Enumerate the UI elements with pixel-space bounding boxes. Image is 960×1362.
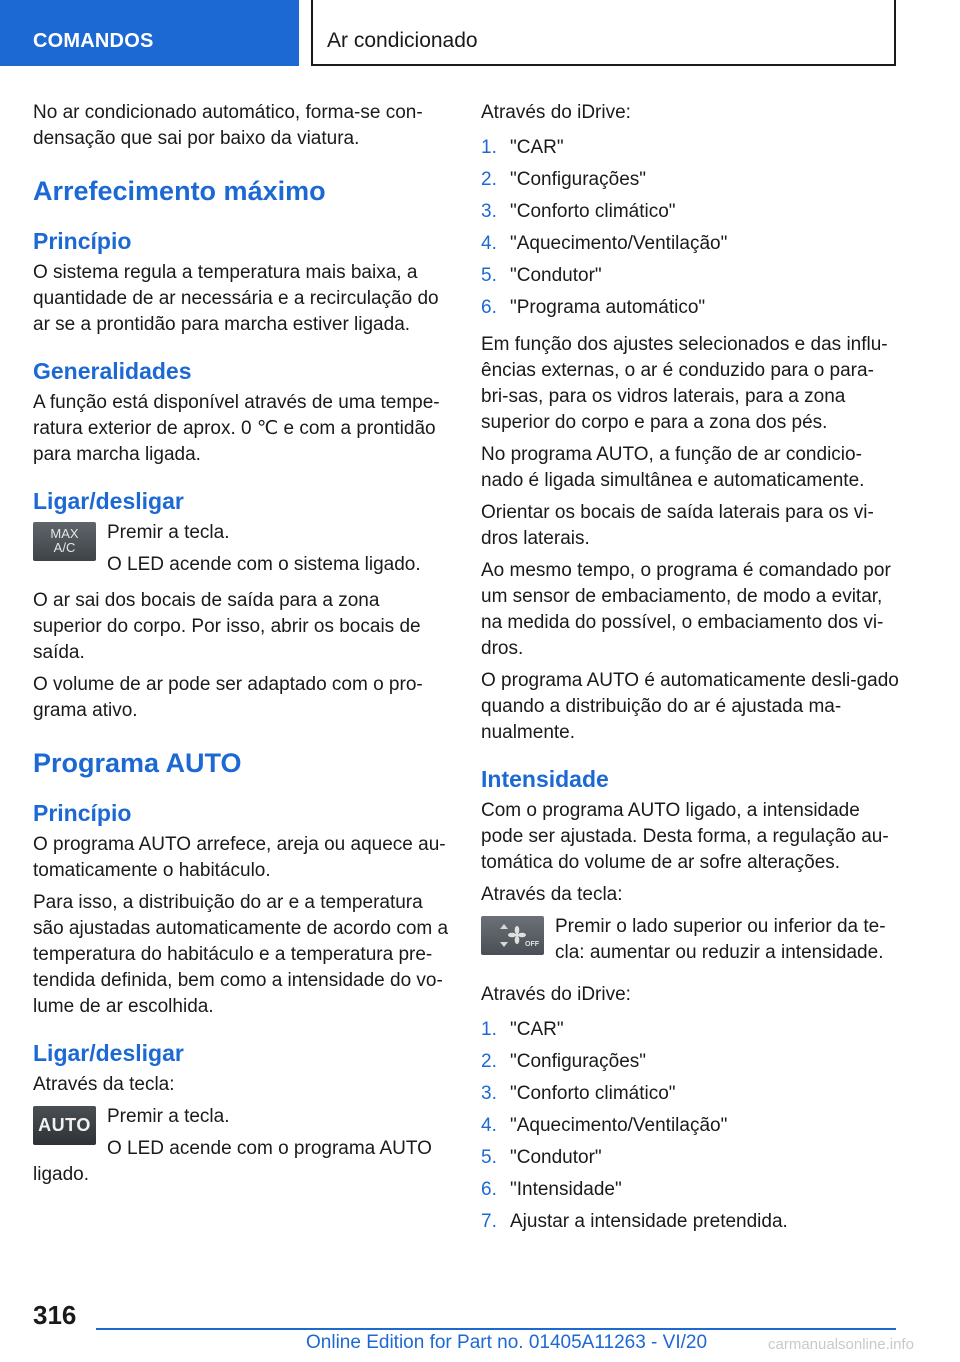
ac-function-text: No programa AUTO, a função de ar condicio-nado é ligada simultânea e automaticamente. — [481, 444, 865, 491]
list-item: 2. "Configurações" — [481, 1051, 647, 1072]
intro-paragraph: No ar condicionado automático, forma-se con-densação que sai por baixo da viatura. — [33, 102, 423, 149]
auto-press-key: Premir a tecla. — [107, 1106, 230, 1127]
watermark: carmanualsonline.info — [768, 1336, 914, 1353]
list-item: 5. "Condutor" — [481, 265, 602, 286]
fan-press-text: Premir o lado superior ou inferior da te-cla: aumentar ou reduzir a intensidade. — [555, 916, 886, 963]
footer-edition: Online Edition for Part no. 01405A11263 - VI/20 — [306, 1332, 708, 1353]
list-item: 1. "CAR" — [481, 1019, 564, 1040]
max-general-heading: Generalidades — [33, 358, 192, 384]
side-vents-text: Orientar os bocais de saída laterais para os vi-dros laterais. — [481, 502, 874, 549]
auto-led-text: O LED acende com o programa AUTO ligado. — [33, 1138, 432, 1185]
section-title: COMANDOS — [33, 30, 154, 52]
footer-divider — [96, 1328, 896, 1330]
auto-heading: Programa AUTO — [33, 748, 242, 778]
auto-button-icon — [33, 1106, 96, 1145]
max-principle-text: O sistema regula a temperatura mais baixa, a quantidade de ar necessária e a recirculação do ar se a prontidão para marcha estiver ligada. — [33, 262, 439, 335]
auto-off-text: O programa AUTO é automaticamente desli-gado quando a distribuição do ar é ajustada ma-nualmente. — [481, 670, 899, 743]
list-item: 4. "Aquecimento/Ventilação" — [481, 1115, 728, 1136]
idrive-steps-intensity — [481, 1014, 899, 1238]
fan-instruction — [481, 914, 899, 972]
list-item: 1. "CAR" — [481, 137, 564, 158]
max-air-text: O ar sai dos bocais de saída para a zona superior do corpo. Por isso, abrir os bocais de saída. — [33, 590, 421, 663]
list-item: 5. "Condutor" — [481, 1147, 602, 1168]
list-item: 2. "Configurações" — [481, 169, 647, 190]
list-item: 6. "Programa automático" — [481, 297, 706, 318]
intensity-text: Com o programa AUTO ligado, a intensidade pode ser ajustada. Desta forma, a regulação au-tomática do volume de ar sofre alterações. — [481, 800, 889, 873]
max-ac-button-label: MAX A/C — [50, 526, 79, 555]
auto-principle-text-1: O programa AUTO arrefece, areja ou aquece au-tomaticamente o habitáculo. — [33, 834, 446, 881]
fog-sensor-text: Ao mesmo tempo, o programa é comandado por um sensor de embaciamento, de modo a evitar, na medida do possível, o embaciamento dos vi-dros. — [481, 560, 891, 659]
fan-icon — [481, 916, 544, 955]
max-general-text: A função está disponível através de uma tempe-ratura exterior de aprox. 0 ℃ e com a prontidão para marcha ligada. — [33, 392, 440, 465]
max-cooling-heading: Arrefecimento máximo — [33, 176, 326, 206]
auto-principle-heading: Princípio — [33, 800, 132, 826]
right-column — [481, 100, 899, 1246]
page-number: 316 — [33, 1300, 77, 1330]
idrive-steps-auto — [481, 132, 899, 324]
auto-principle-text-2: Para isso, a distribuição do ar e a temperatura são ajustadas automaticamente de acordo com a temperatura do habitáculo e a temperatura pre-tendida definida, bem como a intensidade do vo-lume de ar escolhida. — [33, 892, 449, 1017]
section-tab — [0, 0, 299, 66]
chapter-header — [311, 0, 896, 66]
chapter-title: Ar condicionado — [327, 29, 478, 52]
max-onoff-heading: Ligar/desligar — [33, 488, 184, 514]
max-principle-heading: Princípio — [33, 228, 132, 254]
max-volume-text: O volume de ar pode ser adaptado com o pro-grama ativo. — [33, 674, 423, 721]
fan-off-label: OFF — [525, 941, 539, 948]
max-press-key: Premir a tecla. — [107, 522, 230, 543]
intensity-via-key: Através da tecla: — [481, 884, 623, 905]
list-item: 3. "Conforto climático" — [481, 1083, 676, 1104]
via-idrive-label-2: Através do iDrive: — [481, 984, 631, 1005]
max-ac-button-icon — [33, 522, 96, 561]
max-led-text: O LED acende com o sistema ligado. — [107, 554, 421, 575]
max-ac-instruction — [33, 520, 451, 578]
auto-instruction — [33, 1104, 451, 1188]
list-item: 7. Ajustar a intensidade pretendida. — [481, 1211, 788, 1232]
intensity-heading: Intensidade — [481, 766, 609, 792]
left-column — [33, 100, 451, 1198]
air-distribution-text: Em função dos ajustes selecionados e das influ-ências externas, o ar é conduzido para o para-bri-sas, para os vidros laterais, para a zona superior do corpo e para a zona dos pés. — [481, 334, 888, 433]
auto-via-key: Através da tecla: — [33, 1074, 175, 1095]
fan-button-icon — [481, 916, 544, 955]
list-item: 6. "Intensidade" — [481, 1179, 622, 1200]
auto-onoff-heading: Ligar/desligar — [33, 1040, 184, 1066]
via-idrive-label: Através do iDrive: — [481, 102, 631, 123]
auto-button-label: AUTO — [38, 1115, 91, 1135]
list-item: 4. "Aquecimento/Ventilação" — [481, 233, 728, 254]
list-item: 3. "Conforto climático" — [481, 201, 676, 222]
